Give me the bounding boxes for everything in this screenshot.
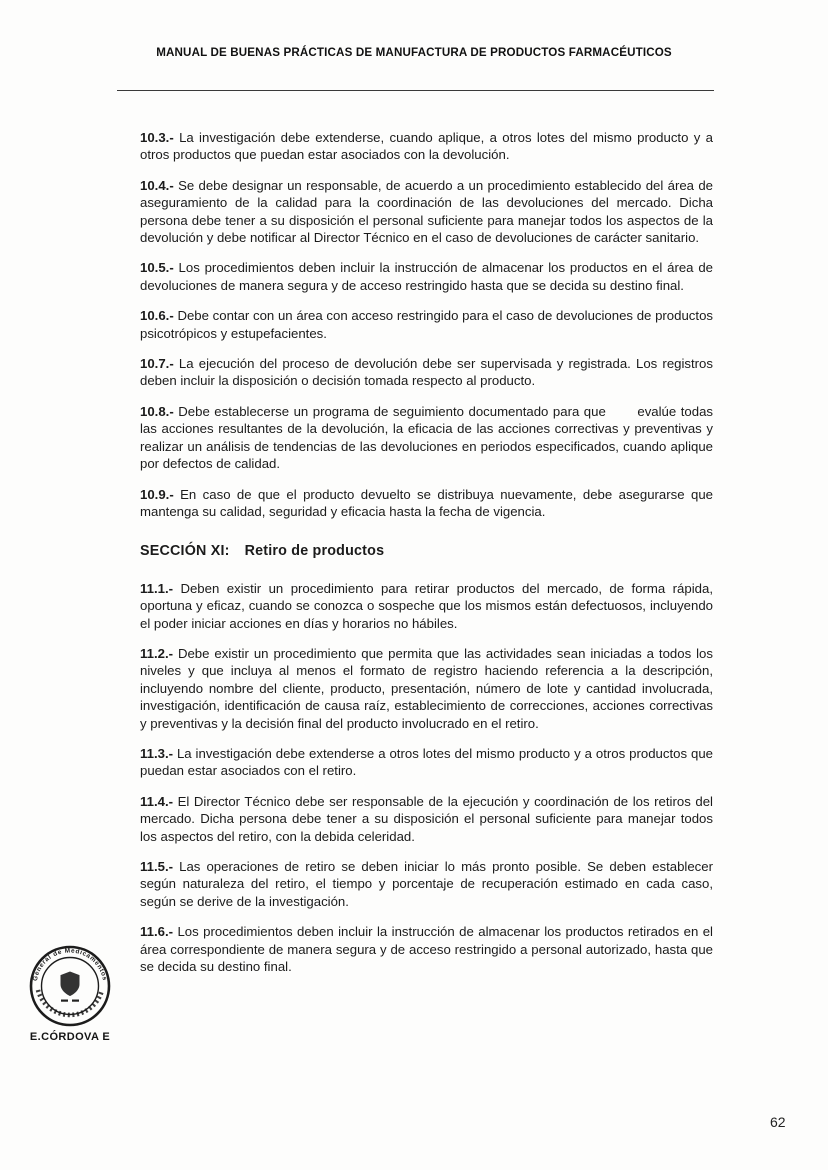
section-label: SECCIÓN XI: [140,543,230,560]
paragraph-number: 11.3.- [140,745,173,761]
paragraph-number: 11.1.- [140,580,173,596]
page-number: 62 [770,1114,786,1130]
paragraph-number: 11.2.- [140,645,173,661]
document-content [140,129,713,988]
document-title: MANUAL DE BUENAS PRÁCTICAS DE MANUFACTURA DE PRODUCTOS FARMACÉUTICOS [156,46,672,59]
paragraph-text: En caso de que el producto devuelto se distribuya nuevamente, debe asegurarse que mantenga su calidad, seguridad y eficacia hasta la fecha de vigencia. [140,486,713,519]
paragraph-10-4 [140,177,713,247]
paragraph-number: 11.4.- [140,793,173,809]
paragraph-number: 10.3.- [140,130,174,145]
seal-ring-text: General de Medicamentos [31,947,109,982]
paragraph-text: La investigación debe extenderse, cuando aplique, a otros lotes del mismo producto y a otros productos que puedan estar asociados con la devolución. [140,130,713,163]
paragraph-10-7 [140,355,713,390]
paragraph-text: La ejecución del proceso de devolución debe ser supervisada y registrada. Los registros deben incluir la disposición o decisión tomada respecto al producto. [140,356,713,389]
paragraph-text: La investigación debe extenderse a otros lotes del mismo producto y a otros productos que puedan estar asociados con el retiro. [140,745,713,779]
paragraph-text: Deben existir un procedimiento para retirar productos del mercado, de forma rápida, oportuna y eficaz, cuando se conozca o sospeche que los mismos están defectuosos, incluyendo el poder iniciar acciones en días y horarios no hábiles. [140,580,713,631]
paragraph-11-3 [140,745,713,780]
paragraph-number: 10.4.- [140,177,174,193]
paragraph-number: 10.8.- [140,403,174,419]
paragraph-11-1 [140,580,713,632]
seal-crest [61,972,80,997]
official-seal [20,944,120,1043]
paragraph-text: Las operaciones de retiro se deben iniciar lo más pronto posible. Se deben establecer según naturaleza del retiro, el tiempo y porcentaje de recuperación estimado en cada caso, según se derive de la investigación. [140,859,713,909]
paragraph-text: Debe existir un procedimiento que permita que las actividades sean iniciadas a todos los niveles y que incluya al menos el formato de registro haciendo referencia a la descripción, incluyendo nombre del cliente, producto, presentación, número de lote y cantidad involucrada, investigación, identificación de causa raíz, establecimiento de correcciones, acciones correctivas y preventivas y la decisión final del producto involucrado en el retiro. [140,645,713,731]
paragraph-11-2 [140,645,713,732]
paragraph-11-4 [140,793,713,845]
paragraph-number: 11.6.- [140,924,173,940]
paragraph-10-9 [140,486,713,521]
paragraph-10-5 [140,259,713,294]
section-title: Retiro de productos [244,543,385,560]
paragraph-text: El Director Técnico debe ser responsable de la ejecución y coordinación de los retiros del mercado. Dicha persona debe tener a su disposición el personal suficiente para manejar todos los aspectos del retiro, con la debida celeridad. [140,793,713,844]
paragraph-number: 10.9.- [140,486,174,502]
paragraph-number: 10.7.- [140,356,174,372]
paragraph-text: Los procedimientos deben incluir la instrucción de almacenar los productos retirados en el área correspondiente de manera segura y de acceso restringido a personal autorizado, hasta que se decida su destino final. [140,924,713,975]
paragraph-text: Debe establecerse un programa de seguimiento documentado para que evalúe todas las acciones resultantes de la devolución, la eficacia de las acciones correctivas y preventivas y realizar un análisis de tendencias de las devoluciones en periodos especificados, cuando aplique por defectos de calidad. [140,403,713,472]
official-seal-graphic [28,944,112,1028]
paragraph-11-6 [140,923,713,975]
seal-mark-left [61,1000,68,1002]
paragraph-10-3 [140,129,713,164]
seal-caption: E.CÓRDOVA E [29,1031,111,1043]
section-heading [140,543,713,560]
paragraph-10-8 [140,403,713,473]
seal-mark-right [72,1000,79,1002]
paragraph-10-6 [140,307,713,342]
paragraph-number: 10.5.- [140,260,174,276]
paragraph-number: 10.6.- [140,308,174,324]
paragraph-text: Los procedimientos deben incluir la instrucción de almacenar los productos en el área de devoluciones de manera segura y de acceso restringido hasta que se decida su destino final. [140,260,713,293]
paragraph-11-5 [140,858,713,910]
paragraph-text: Se debe designar un responsable, de acuerdo a un procedimiento establecido del área de aseguramiento de la calidad para la coordinación de las devoluciones del mercado. Dicha persona debe tener a su disposición el personal suficiente para manejar todos los aspectos de la devolución y debe notificar al Director Técnico en el caso de devoluciones de carácter sanitario. [140,177,713,246]
paragraph-text: Debe contar con un área con acceso restringido para el caso de devoluciones de productos psicotrópicos y estupefacientes. [140,308,713,341]
paragraph-number: 11.5.- [140,859,173,874]
header-rule [117,90,714,91]
